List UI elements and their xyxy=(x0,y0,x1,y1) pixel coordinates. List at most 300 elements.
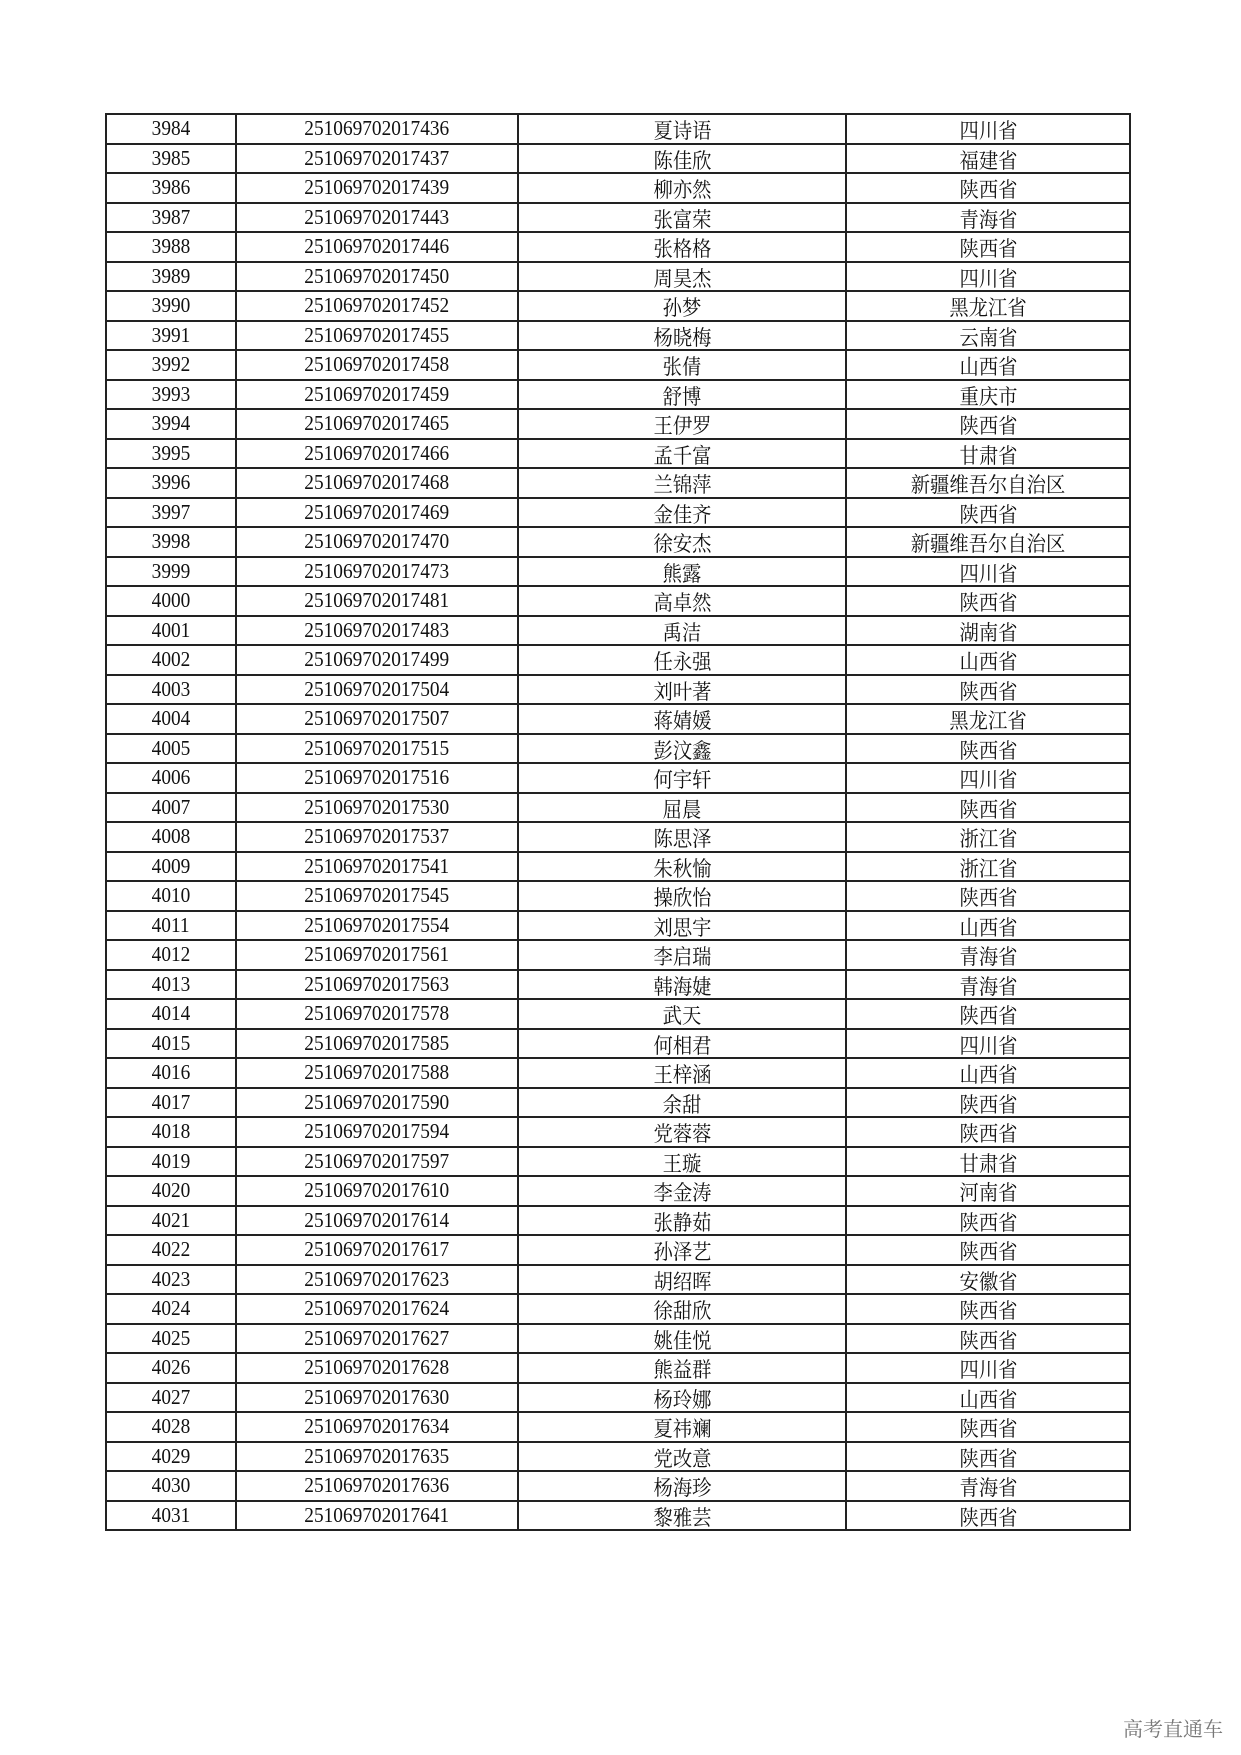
table-row xyxy=(106,852,1130,882)
row-number-cell xyxy=(106,1412,236,1442)
student-name-cell xyxy=(518,1058,846,1088)
exam-id: 251069702017554 xyxy=(304,912,450,937)
province: 陕西省 xyxy=(959,502,1017,527)
exam-id: 251069702017623 xyxy=(304,1266,450,1291)
province: 河南省 xyxy=(959,1181,1017,1206)
table-row xyxy=(106,1058,1130,1088)
province: 湖南省 xyxy=(959,620,1017,645)
province-cell xyxy=(846,114,1130,144)
row-number-cell xyxy=(106,675,236,705)
student-name-cell xyxy=(518,1206,846,1236)
exam-id-cell xyxy=(236,911,518,941)
table-row xyxy=(106,763,1130,793)
student-name-cell xyxy=(518,498,846,528)
student-name-cell xyxy=(518,1029,846,1059)
province-cell xyxy=(846,232,1130,262)
row-number: 4029 xyxy=(151,1443,191,1468)
province-cell xyxy=(846,203,1130,233)
row-number: 4013 xyxy=(151,971,191,996)
exam-id-cell xyxy=(236,114,518,144)
student-name: 任永强 xyxy=(653,650,711,675)
row-number: 3984 xyxy=(151,116,191,141)
exam-id: 251069702017452 xyxy=(304,293,450,318)
exam-id-cell xyxy=(236,793,518,823)
row-number: 3992 xyxy=(151,352,191,377)
table-row xyxy=(106,262,1130,292)
exam-id: 251069702017465 xyxy=(304,411,450,436)
student-name: 张富荣 xyxy=(653,207,711,232)
row-number: 4025 xyxy=(151,1325,191,1350)
table-row xyxy=(106,1206,1130,1236)
row-number: 3997 xyxy=(151,499,191,524)
province-cell xyxy=(846,1117,1130,1147)
student-name: 张静茹 xyxy=(653,1210,711,1235)
student-name: 操欣怡 xyxy=(653,886,711,911)
exam-id: 251069702017578 xyxy=(304,1001,450,1026)
province-cell xyxy=(846,793,1130,823)
exam-id-cell xyxy=(236,1383,518,1413)
province-cell xyxy=(846,1088,1130,1118)
table-row xyxy=(106,1147,1130,1177)
row-number-cell xyxy=(106,557,236,587)
row-number-cell xyxy=(106,1383,236,1413)
exam-id: 251069702017468 xyxy=(304,470,450,495)
row-number: 3991 xyxy=(151,322,191,347)
table-row xyxy=(106,1029,1130,1059)
exam-id: 251069702017507 xyxy=(304,706,450,731)
row-number-cell xyxy=(106,881,236,911)
row-number-cell xyxy=(106,232,236,262)
row-number-cell xyxy=(106,1029,236,1059)
province: 四川省 xyxy=(959,561,1017,586)
exam-id: 251069702017597 xyxy=(304,1148,450,1173)
exam-id: 251069702017610 xyxy=(304,1178,450,1203)
province: 甘肃省 xyxy=(959,443,1017,468)
row-number: 4030 xyxy=(151,1473,191,1498)
table-row xyxy=(106,822,1130,852)
student-name-cell xyxy=(518,1117,846,1147)
exam-id: 251069702017614 xyxy=(304,1207,450,1232)
student-name: 陈佳欣 xyxy=(653,148,711,173)
row-number-cell xyxy=(106,1265,236,1295)
province-cell xyxy=(846,498,1130,528)
row-number: 3999 xyxy=(151,558,191,583)
admission-list-table xyxy=(105,113,1131,1531)
row-number-cell xyxy=(106,144,236,174)
student-name: 彭汶鑫 xyxy=(653,738,711,763)
province: 福建省 xyxy=(959,148,1017,173)
row-number-cell xyxy=(106,498,236,528)
table-row xyxy=(106,1442,1130,1472)
province: 陕西省 xyxy=(959,797,1017,822)
table-row xyxy=(106,793,1130,823)
student-name-cell xyxy=(518,911,846,941)
student-name-cell xyxy=(518,1147,846,1177)
row-number: 3989 xyxy=(151,263,191,288)
row-number-cell xyxy=(106,940,236,970)
exam-id-cell xyxy=(236,439,518,469)
student-name: 夏祎斓 xyxy=(653,1417,711,1442)
student-name: 熊益群 xyxy=(653,1358,711,1383)
province: 山西省 xyxy=(959,355,1017,380)
province: 陕西省 xyxy=(959,237,1017,262)
exam-id: 251069702017563 xyxy=(304,971,450,996)
table-row xyxy=(106,203,1130,233)
exam-id: 251069702017628 xyxy=(304,1355,450,1380)
exam-id-cell xyxy=(236,1206,518,1236)
table-row xyxy=(106,380,1130,410)
province: 陕西省 xyxy=(959,1417,1017,1442)
province-cell xyxy=(846,1471,1130,1501)
exam-id: 251069702017530 xyxy=(304,794,450,819)
row-number-cell xyxy=(106,734,236,764)
row-number: 4022 xyxy=(151,1237,191,1262)
exam-id-cell xyxy=(236,1353,518,1383)
exam-id-cell xyxy=(236,468,518,498)
exam-id-cell xyxy=(236,1324,518,1354)
exam-id: 251069702017483 xyxy=(304,617,450,642)
student-name: 孙泽艺 xyxy=(653,1240,711,1265)
province-cell xyxy=(846,822,1130,852)
exam-id-cell xyxy=(236,1029,518,1059)
province: 陕西省 xyxy=(959,1299,1017,1324)
row-number: 3996 xyxy=(151,470,191,495)
province-cell xyxy=(846,675,1130,705)
student-name-cell xyxy=(518,1324,846,1354)
province-cell xyxy=(846,350,1130,380)
table-row xyxy=(106,911,1130,941)
student-name: 武天 xyxy=(662,1004,702,1029)
province-cell xyxy=(846,970,1130,1000)
exam-id-cell xyxy=(236,999,518,1029)
exam-id: 251069702017515 xyxy=(304,735,450,760)
exam-id: 251069702017437 xyxy=(304,145,450,170)
province-cell xyxy=(846,1265,1130,1295)
student-name: 屈晨 xyxy=(662,797,702,822)
row-number-cell xyxy=(106,1324,236,1354)
province: 山西省 xyxy=(959,915,1017,940)
row-number: 3994 xyxy=(151,411,191,436)
province: 山西省 xyxy=(959,1387,1017,1412)
province-cell xyxy=(846,881,1130,911)
province: 青海省 xyxy=(959,207,1017,232)
row-number-cell xyxy=(106,439,236,469)
student-name: 柳亦然 xyxy=(653,178,711,203)
row-number-cell xyxy=(106,262,236,292)
exam-id-cell xyxy=(236,822,518,852)
row-number-cell xyxy=(106,1206,236,1236)
table-row xyxy=(106,1088,1130,1118)
exam-id-cell xyxy=(236,645,518,675)
row-number: 3986 xyxy=(151,175,191,200)
exam-id: 251069702017516 xyxy=(304,765,450,790)
exam-id-cell xyxy=(236,1176,518,1206)
row-number: 4017 xyxy=(151,1089,191,1114)
student-name: 禹洁 xyxy=(662,620,702,645)
student-name-cell xyxy=(518,822,846,852)
student-name-cell xyxy=(518,999,846,1029)
row-number-cell xyxy=(106,822,236,852)
student-name: 王伊罗 xyxy=(653,414,711,439)
student-name-cell xyxy=(518,881,846,911)
student-name: 杨海珍 xyxy=(653,1476,711,1501)
student-name-cell xyxy=(518,114,846,144)
row-number: 3998 xyxy=(151,529,191,554)
table-row xyxy=(106,409,1130,439)
exam-id: 251069702017634 xyxy=(304,1414,450,1439)
province-cell xyxy=(846,262,1130,292)
province: 陕西省 xyxy=(959,178,1017,203)
table-row xyxy=(106,1265,1130,1295)
row-number: 4019 xyxy=(151,1148,191,1173)
student-name: 王梓涵 xyxy=(653,1063,711,1088)
student-name: 李金涛 xyxy=(653,1181,711,1206)
exam-id-cell xyxy=(236,321,518,351)
student-name: 高卓然 xyxy=(653,591,711,616)
province-cell xyxy=(846,999,1130,1029)
student-name: 何相君 xyxy=(653,1033,711,1058)
row-number-cell xyxy=(106,616,236,646)
table-row xyxy=(106,1471,1130,1501)
province-cell xyxy=(846,527,1130,557)
province-cell xyxy=(846,380,1130,410)
exam-id: 251069702017450 xyxy=(304,263,450,288)
student-name: 黎雅芸 xyxy=(653,1505,711,1530)
province-cell xyxy=(846,1383,1130,1413)
province-cell xyxy=(846,1147,1130,1177)
exam-id-cell xyxy=(236,409,518,439)
exam-id: 251069702017630 xyxy=(304,1384,450,1409)
exam-id: 251069702017459 xyxy=(304,381,450,406)
student-name-cell xyxy=(518,1353,846,1383)
province: 陕西省 xyxy=(959,1092,1017,1117)
student-name: 杨玲娜 xyxy=(653,1387,711,1412)
province: 浙江省 xyxy=(959,856,1017,881)
province-cell xyxy=(846,144,1130,174)
table-row xyxy=(106,468,1130,498)
province: 四川省 xyxy=(959,768,1017,793)
row-number: 4008 xyxy=(151,824,191,849)
exam-id: 251069702017545 xyxy=(304,883,450,908)
table-row xyxy=(106,586,1130,616)
student-name-cell xyxy=(518,704,846,734)
exam-id-cell xyxy=(236,852,518,882)
province-cell xyxy=(846,940,1130,970)
student-name-cell xyxy=(518,1383,846,1413)
exam-id-cell xyxy=(236,1501,518,1531)
row-number-cell xyxy=(106,763,236,793)
watermark: 高考直通车 xyxy=(1123,1717,1223,1741)
student-name: 孙梦 xyxy=(662,296,702,321)
exam-id: 251069702017455 xyxy=(304,322,450,347)
province-cell xyxy=(846,468,1130,498)
row-number: 4004 xyxy=(151,706,191,731)
row-number: 4020 xyxy=(151,1178,191,1203)
province: 陕西省 xyxy=(959,1505,1017,1530)
province: 陕西省 xyxy=(959,679,1017,704)
student-name: 周昊杰 xyxy=(653,266,711,291)
exam-id: 251069702017466 xyxy=(304,440,450,465)
row-number-cell xyxy=(106,793,236,823)
exam-id: 251069702017469 xyxy=(304,499,450,524)
province: 云南省 xyxy=(959,325,1017,350)
row-number-cell xyxy=(106,1501,236,1531)
exam-id: 251069702017627 xyxy=(304,1325,450,1350)
exam-id: 251069702017446 xyxy=(304,234,450,259)
exam-id: 251069702017541 xyxy=(304,853,450,878)
row-number-cell xyxy=(106,1353,236,1383)
exam-id-cell xyxy=(236,144,518,174)
row-number-cell xyxy=(106,645,236,675)
province: 青海省 xyxy=(959,1476,1017,1501)
table-row xyxy=(106,321,1130,351)
student-name-cell xyxy=(518,1442,846,1472)
province-cell xyxy=(846,1412,1130,1442)
student-name: 朱秋愉 xyxy=(653,856,711,881)
province-cell xyxy=(846,704,1130,734)
row-number-cell xyxy=(106,911,236,941)
exam-id: 251069702017635 xyxy=(304,1443,450,1468)
row-number-cell xyxy=(106,203,236,233)
row-number: 4005 xyxy=(151,735,191,760)
exam-id-cell xyxy=(236,1294,518,1324)
table-row xyxy=(106,1383,1130,1413)
province-cell xyxy=(846,557,1130,587)
row-number: 4024 xyxy=(151,1296,191,1321)
row-number-cell xyxy=(106,999,236,1029)
exam-id-cell xyxy=(236,675,518,705)
student-name-cell xyxy=(518,321,846,351)
table-row xyxy=(106,1324,1130,1354)
student-name: 刘思宇 xyxy=(653,915,711,940)
table-row xyxy=(106,350,1130,380)
province-cell xyxy=(846,173,1130,203)
student-name: 熊露 xyxy=(662,561,702,586)
province: 安徽省 xyxy=(959,1269,1017,1294)
exam-id: 251069702017481 xyxy=(304,588,450,613)
table-row xyxy=(106,498,1130,528)
student-name-cell xyxy=(518,1088,846,1118)
table-row xyxy=(106,144,1130,174)
exam-id: 251069702017594 xyxy=(304,1119,450,1144)
exam-id-cell xyxy=(236,881,518,911)
province: 新疆维吾尔自治区 xyxy=(910,473,1066,498)
table-row xyxy=(106,1176,1130,1206)
student-name-cell xyxy=(518,1294,846,1324)
table-row xyxy=(106,1235,1130,1265)
exam-id: 251069702017624 xyxy=(304,1296,450,1321)
exam-id: 251069702017585 xyxy=(304,1030,450,1055)
province-cell xyxy=(846,1235,1130,1265)
exam-id-cell xyxy=(236,704,518,734)
exam-id-cell xyxy=(236,970,518,1000)
exam-id-cell xyxy=(236,262,518,292)
table-row xyxy=(106,970,1130,1000)
exam-id-cell xyxy=(236,232,518,262)
student-name-cell xyxy=(518,1412,846,1442)
row-number: 4031 xyxy=(151,1502,191,1527)
row-number-cell xyxy=(106,586,236,616)
province-cell xyxy=(846,645,1130,675)
province-cell xyxy=(846,852,1130,882)
exam-id: 251069702017561 xyxy=(304,942,450,967)
row-number: 4021 xyxy=(151,1207,191,1232)
province-cell xyxy=(846,586,1130,616)
student-name: 何宇轩 xyxy=(653,768,711,793)
province: 青海省 xyxy=(959,974,1017,999)
student-name: 党改意 xyxy=(653,1446,711,1471)
exam-id: 251069702017470 xyxy=(304,529,450,554)
student-name: 张倩 xyxy=(662,355,702,380)
exam-id-cell xyxy=(236,586,518,616)
exam-id-cell xyxy=(236,763,518,793)
student-name: 夏诗语 xyxy=(653,119,711,144)
row-number: 4011 xyxy=(152,912,190,937)
row-number: 4010 xyxy=(151,883,191,908)
exam-id-cell xyxy=(236,1265,518,1295)
province: 陕西省 xyxy=(959,1240,1017,1265)
row-number-cell xyxy=(106,704,236,734)
province: 四川省 xyxy=(959,1033,1017,1058)
province: 陕西省 xyxy=(959,591,1017,616)
row-number-cell xyxy=(106,1471,236,1501)
province: 陕西省 xyxy=(959,1446,1017,1471)
row-number: 3988 xyxy=(151,234,191,259)
student-name-cell xyxy=(518,1265,846,1295)
row-number: 4006 xyxy=(151,765,191,790)
student-name-cell xyxy=(518,1501,846,1531)
student-name-cell xyxy=(518,763,846,793)
student-name-cell xyxy=(518,409,846,439)
province: 山西省 xyxy=(959,650,1017,675)
row-number-cell xyxy=(106,1176,236,1206)
student-name: 刘叶著 xyxy=(653,679,711,704)
student-name: 姚佳悦 xyxy=(653,1328,711,1353)
province-cell xyxy=(846,439,1130,469)
exam-id-cell xyxy=(236,940,518,970)
province-cell xyxy=(846,291,1130,321)
exam-id: 251069702017636 xyxy=(304,1473,450,1498)
student-name-cell xyxy=(518,586,846,616)
student-name-cell xyxy=(518,557,846,587)
province: 黑龙江省 xyxy=(949,709,1027,734)
exam-id: 251069702017537 xyxy=(304,824,450,849)
row-number: 4026 xyxy=(151,1355,191,1380)
table-row xyxy=(106,734,1130,764)
row-number-cell xyxy=(106,527,236,557)
student-name-cell xyxy=(518,970,846,1000)
student-name-cell xyxy=(518,1176,846,1206)
student-name: 徐甜欣 xyxy=(653,1299,711,1324)
table-row xyxy=(106,1294,1130,1324)
student-name: 金佳齐 xyxy=(653,502,711,527)
student-name-cell xyxy=(518,734,846,764)
table-row xyxy=(106,1353,1130,1383)
student-name: 蒋婧媛 xyxy=(653,709,711,734)
table-row xyxy=(106,114,1130,144)
province-cell xyxy=(846,763,1130,793)
province-cell xyxy=(846,1206,1130,1236)
province-cell xyxy=(846,1058,1130,1088)
row-number: 4002 xyxy=(151,647,191,672)
province-cell xyxy=(846,321,1130,351)
student-name-cell xyxy=(518,350,846,380)
exam-id: 251069702017443 xyxy=(304,204,450,229)
row-number: 4014 xyxy=(151,1001,191,1026)
student-name-cell xyxy=(518,262,846,292)
province: 陕西省 xyxy=(959,1328,1017,1353)
student-name-cell xyxy=(518,793,846,823)
